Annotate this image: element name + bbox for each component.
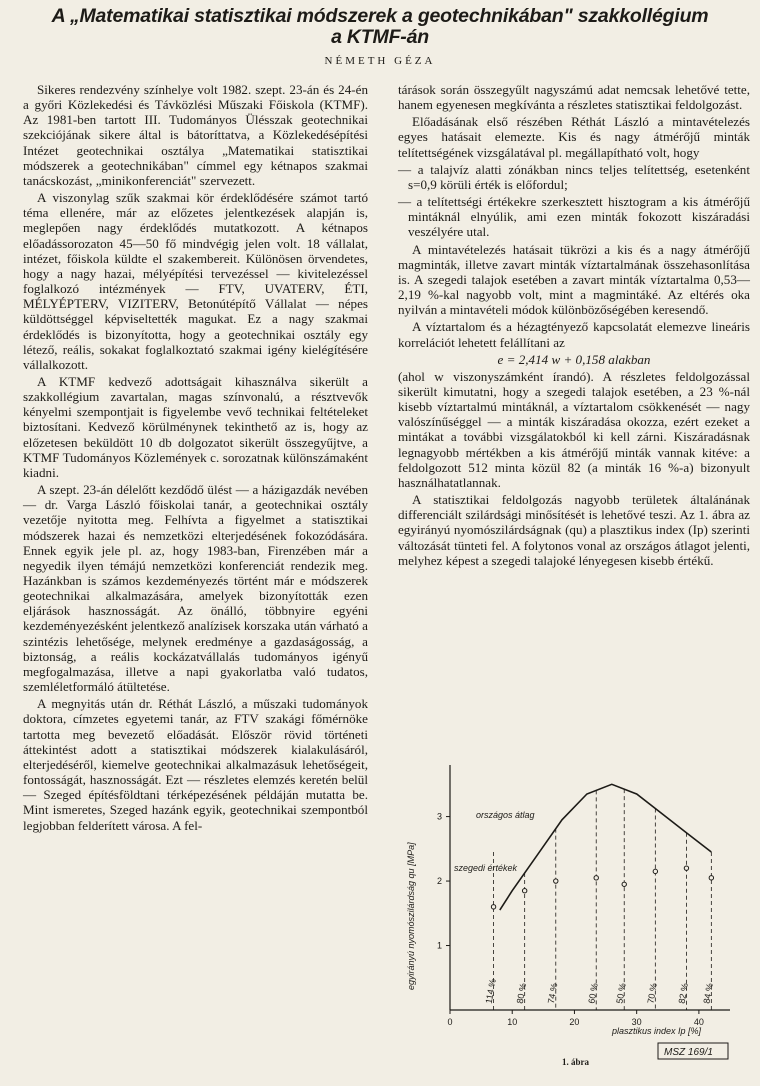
point-label: 74 %	[545, 982, 560, 1005]
left-column	[23, 82, 368, 833]
x-tick-label: 30	[631, 1017, 642, 1027]
formula: e = 2,414 w + 0,158 alakban	[497, 351, 651, 367]
point-label: 84 %	[701, 982, 715, 1005]
series-szeged-point	[684, 866, 688, 870]
right-column	[398, 82, 750, 568]
paragraph: Sikeres rendezvény színhelye volt 1982. szept. 23-án és 24-én a győri Közlekedési és Távközlési Műszaki Főiskola (KTMF). Az 1981-ben tartott III. Tudományos Ülésszak geotechnikai szekciójának sikere által is bátoríttatva, a Közlekedésépítési Intézet geotechnikai osztálya „Matematikai statisztikai módszerek a geotechnikában" címmel egy kétnapos szakmai tanácskozást, „minikonferenciát" szervezett.	[23, 82, 368, 188]
x-tick-label: 10	[507, 1017, 518, 1027]
point-label: 114 %	[483, 978, 498, 1005]
point-label: 60 %	[586, 982, 600, 1005]
article-title-line2: a KTMF-án	[331, 26, 429, 48]
paragraph: A víztartalom és a hézagtényező kapcsolatát elemezve lineáris korrelációt lehetett felállítani az	[398, 319, 750, 350]
article-title	[0, 6, 760, 48]
series-szeged-point	[709, 876, 713, 880]
point-label: 50 %	[614, 982, 628, 1005]
series-national-line	[500, 784, 712, 910]
paragraph: A szept. 23-án délelőtt kezdődő ülést — a házigazdák nevében — dr. Varga László főiskolai tanár, a geotechnikai osztály vezetője nyitotta meg. Felhívta a figyelmet a statisztikai módszerek hazai és nemzetközi elterjedésének fokozódására. Ennek egyik jele pl. az, hogy 1983-ban, Firenzében már a negyedik ilyen témájú nemzetközi konferenciát rendezik meg. Hazánkban is számos kezdeményezés történt már e módszerek geotechnikai alkalmazására, amelyek bizonyították ezen eljárások hasznosságát. Az önálló, többnyire egyéni kezdeményezésként jelentkező analízisek korszaka után várható a szintézis lehetősége, melynek eredménye a gazdaságosság, a biztonság, a reális kockázatvállalás tudományos igényű megfogalmazása, illetve a napi gyakorlatba való tudatos, szemléletformáló átültetése.	[23, 482, 368, 695]
x-tick-label: 20	[569, 1017, 580, 1027]
point-label: 70 %	[645, 982, 659, 1005]
paragraph: A KTMF kedvező adottságait kihasználva sikerült a szakkollégium zavartalan, magas színvonalú, a résztvevők kényelmi szempontjait is figyelembe vevő technikai feltételeket biztosítani. Kedvező körülménynek tekinthető az is, hogy az előzetesen beküldött 10 db dolgozatot sikerült összegyűjtve, a KTMF Tudományos Közlemények c. sorozatnak különszámaként kiadni.	[23, 373, 368, 480]
dash-item: — a talajvíz alatti zónákban nincs teljes telítettség, esetenként s=0,9 körüli érték is előfordul;	[398, 161, 750, 192]
point-label: 82 %	[676, 982, 690, 1005]
series-szeged-point	[594, 876, 598, 880]
y-tick-label: 1	[436, 940, 442, 951]
stamp-text: MSZ 169/1	[664, 1047, 713, 1058]
x-tick-label: 0	[447, 1017, 453, 1027]
paragraph: (ahol w viszonyszámként írandó). A részletes feldolgozással sikerült kimutatni, hogy a szegedi talajok esetében, a 23 %-nál kisebb víztartalmú mintáknál, a víztartalom csökkenését — nagy valószínűséggel — a minták kiszáradása okozza, ezért ezeket a mintákat a további vizsgálatokból ki kell zárni. Kiszáradásnak legnagyobb mértékben a kis átmérőjű minták vannak kitéve: a feldolgozott 512 minta közül 82 (a minták 16 %-a) bizonyult használhatatlannak.	[398, 368, 750, 490]
legend-national: országos átlag	[476, 810, 535, 820]
x-axis-label: plasztikus index Ip [%]	[612, 1026, 702, 1036]
series-szeged-point	[622, 882, 626, 886]
series-szeged-point	[522, 889, 526, 893]
series-szeged-point	[653, 869, 657, 873]
legend-szeged: szegedi értékek	[454, 863, 518, 873]
y-axis-label: egyirányú nyomószilárdság qu [MPa]	[406, 842, 416, 990]
paragraph: A megnyitás után dr. Réthát László, a műszaki tudományok doktora, címzetes egyetemi tanár, az FTV szakági főmérnöke tartotta meg bevezető előadását. Először rövid történeti áttekintést adott a statisztikai módszerek kialakulásáról, elterjedéséről, kiemelve geotechnikai alkalmazásuk lehetőségeit, fontosságát, hasznosságát. Ezt — részletes elemzés keretén belül — Szeged építésföldtani térképezésének példáján mutatta be. Mint ismeretes, Szeged hazánk egyik, geotechnikai szempontból legjobban felderített városa. A fel-	[23, 696, 368, 833]
dash-item: — a telítettségi értékekre szerkesztett hisztogram a kis átmérőjű mintáknál elnyúlik, ami ezen minták fokozott kiszáradási veszélyére utal.	[398, 194, 750, 240]
article-author: NÉMETH GÉZA	[324, 55, 436, 67]
point-label: 80 %	[514, 982, 529, 1005]
paragraph: Előadásának első részében Réthát László a mintavételezés egyes hatásait elemezte. Kis és nagy átmérőjű minták telítettségének vizsgálatával pl. megállapítható volt, hogy	[398, 114, 750, 160]
series-szeged-point	[554, 879, 558, 883]
y-tick-label: 3	[436, 811, 442, 822]
paragraph: A statisztikai feldolgozás nagyobb területek általánának differenciált szilárdsági minősítését is lehetővé teszi. Az 1. ábra az egyirányú nyomószilárdságnak (qu) a plasztikus index (Ip) szerinti változását tünteti fel. A folytonos vonal az országos átlagot jelenti, melyhez képest a szegedi talajoké lényegesen kisebb értékű.	[398, 492, 750, 568]
y-tick-label: 2	[436, 876, 442, 887]
x-tick-label: 40	[693, 1017, 704, 1027]
paragraph: A viszonylag szűk szakmai kör érdeklődésére számot tartó téma ellenére, már az előzetes jelentkezések alapján is, meglepően nagy érdeklődés mutatkozott. A kétnapos előadássorozaton 45—50 fő mindvégig jelen volt. 18 vállalat, intézet, főiskola küldte el szakembereit. Különösen örvendetes, hogy a nagy hazai, mélyépítési tervezéssel — kivitelezéssel foglalkozó intézmények — FTV, UVATERV, ÉTI, MÉLYÉPTERV, VIZITERV, Betonútépítő Vállalat — népes küldöttséggel képviseltették magukat. Ez a nagy szakmai érdeklődés is bizonyította, hogy a geotechnikai osztály egy létező, reális, sokakat foglalkoztató szakmai igény kielégítésére vállalkozott.	[23, 190, 368, 372]
article-title-line1: A „Matematikai statisztikai módszerek a geotechnikában" szakkollégium	[51, 5, 709, 27]
series-szeged-point	[491, 905, 495, 909]
figure-1	[400, 745, 745, 1075]
paragraph: A mintavételezés hatásait tükrözi a kis és a nagy átmérőjű magminták, illetve zavart minták víztartalmának összehasonlítása is. A szegedi talajok esetében a zavart minták víztartalma 0,53—2,19 %-kal nagyobb volt, mint a magmintáké. Az eltérés oka nyilván a mintavételi módok különbözőségében keresendő.	[398, 241, 750, 318]
figure-caption: 1. ábra	[562, 1057, 589, 1067]
paragraph: tárások során összegyűlt nagyszámú adat nemcsak lehetővé tette, hanem egyenesen megkívánta a részletes statisztikai feldolgozást.	[398, 82, 750, 113]
figure-chart	[400, 745, 745, 1075]
